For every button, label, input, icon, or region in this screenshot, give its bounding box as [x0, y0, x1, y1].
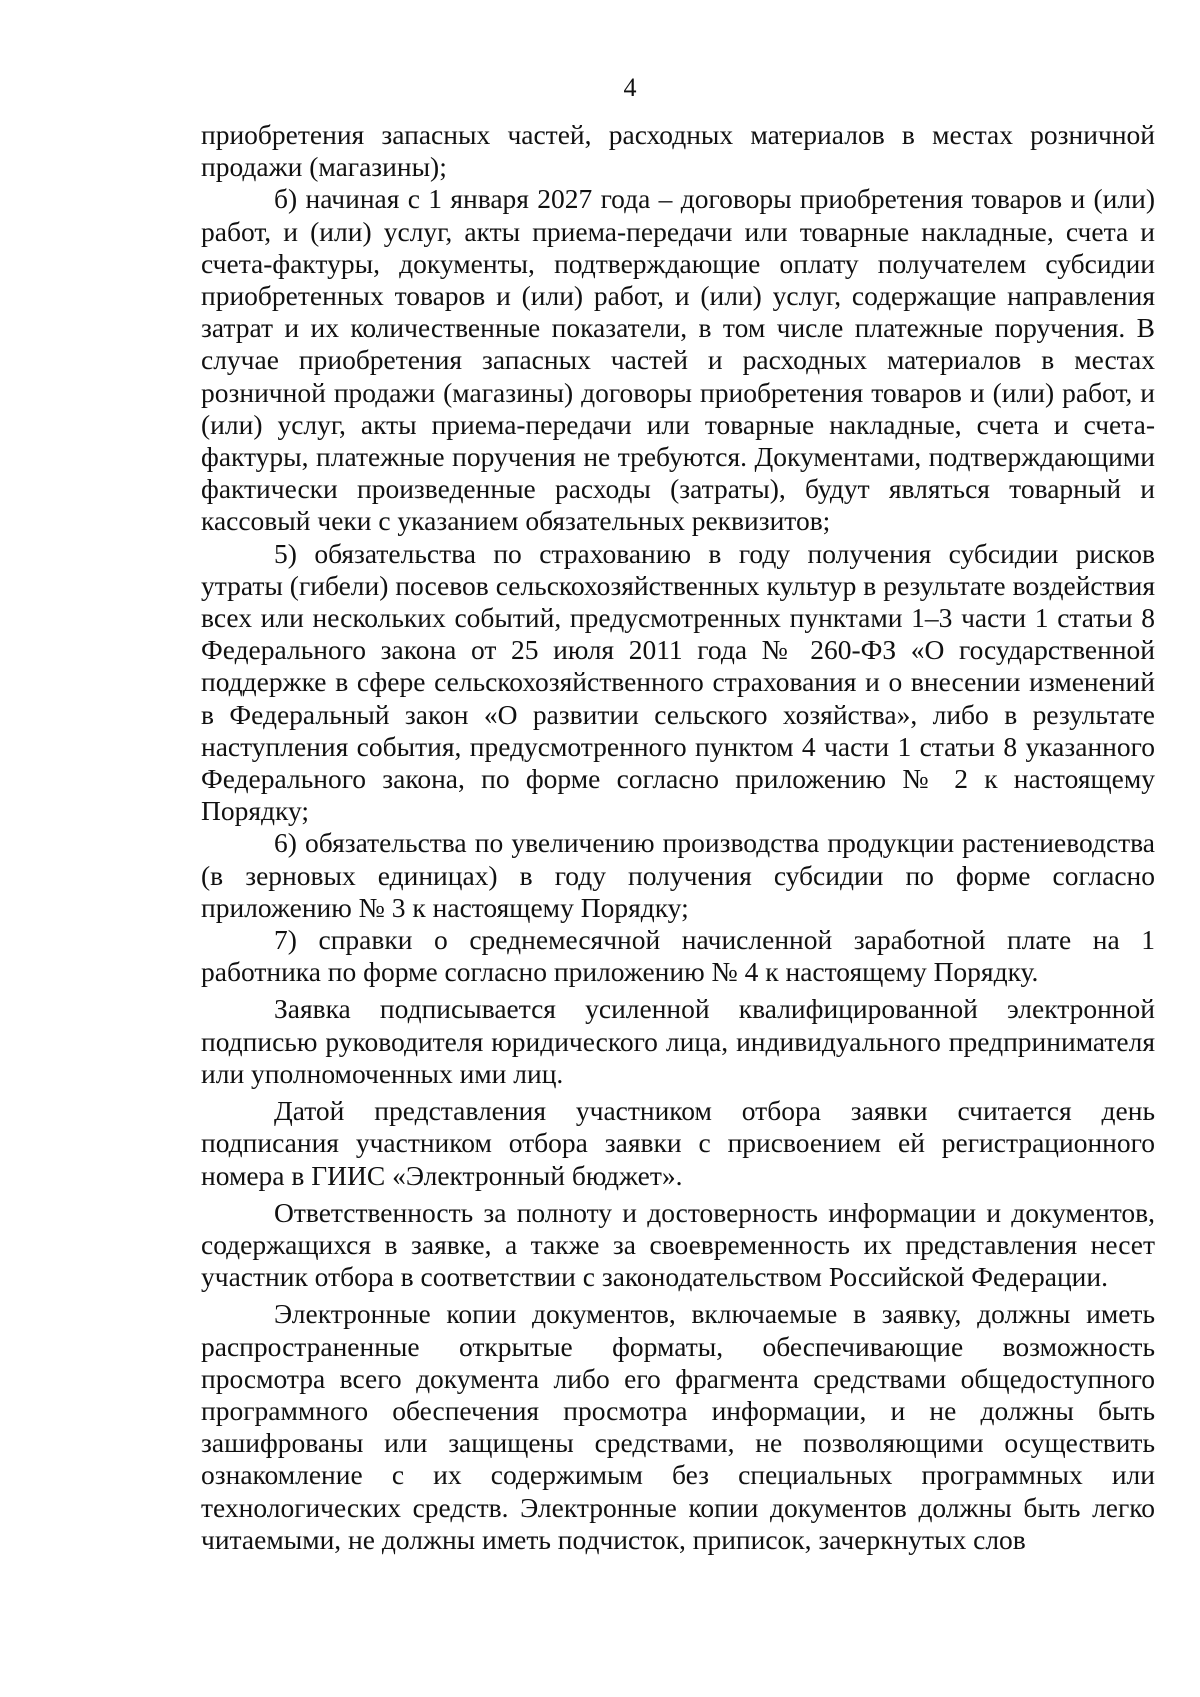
paragraph-continuation: приобретения запасных частей, расходных материалов в местах розничной продажи (магазины);: [201, 119, 1155, 183]
paragraph-electronic-copies: Электронные копии документов, включаемые в заявку, должны иметь распространенные открытые форматы, обеспечивающие возможность просмотра всего документа либо его фрагмента средствами общедоступного программного обеспечения просмотра информации, и не должны быть зашифрованы или защищены средствами, не позволяющими осуществить ознакомление с их содержимым без специальных программных или технологических средств. Электронные копии документов должны быть легко читаемыми, не должны иметь подчисток, приписок, зачеркнутых слов: [201, 1298, 1155, 1555]
paragraph-responsibility: Ответственность за полноту и достоверность информации и документов, содержащихся в заявке, а также за своевременность их представления несет участник отбора в соответствии с законодательством Российской Федерации.: [201, 1196, 1155, 1293]
page-number: 4: [623, 73, 637, 102]
paragraph-item-5: 5) обязательства по страхованию в году получения субсидии рисков утраты (гибели) посевов сельскохозяйственных культур в результате воздействия всех или нескольких событий, предусмотренных пунктами 1–3 части 1 статьи 8 Федерального закона от 25 июля 2011 года № 260-ФЗ «О государственной поддержке в сфере сельскохозяйственного страхования и о внесении изменений в Федеральный закон «О развитии сельского хозяйства», либо в результате наступления события, предусмотренного пунктом 4 части 1 статьи 8 указанного Федерального закона, по форме согласно приложению № 2 к настоящему Порядку;: [201, 537, 1155, 827]
paragraph-signature: Заявка подписывается усиленной квалифицированной электронной подписью руководителя юридического лица, индивидуального предпринимателя или уполномоченных ими лиц.: [201, 993, 1155, 1089]
paragraph-item-b: б) начиная с 1 января 2027 года – договоры приобретения товаров и (или) работ, и (или) услуг, акты приема-передачи или товарные накладные, счета и счета-фактуры, документы, подтверждающие оплату получателем субсидии приобретенных товаров и (или) работ, и (или) услуг, содержащие направления затрат и их количественные показатели, в том числе платежные поручения. В случае приобретения запасных частей и расходных материалов в местах розничной продажи (магазины) договоры приобретения товаров и (или) работ, и (или) услуг, акты приема-передачи или товарные накладные, счета и счета-фактуры, платежные поручения не требуются. Документами, подтверждающими фактически произведенные расходы (затраты), будут являться товарный и кассовый чеки с указанием обязательных реквизитов;: [201, 183, 1155, 537]
paragraph-item-6: 6) обязательства по увеличению производства продукции растениеводства (в зерновых единицах) в году получения субсидии по форме согласно приложению № 3 к настоящему Порядку;: [201, 827, 1155, 923]
paragraph-item-7: 7) справки о среднемесячной начисленной заработной плате на 1 работника по форме согласно приложению № 4 к настоящему Порядку.: [201, 924, 1155, 988]
document-body: [201, 119, 1155, 1556]
paragraph-submission-date: Датой представления участником отбора заявки считается день подписания участником отбора заявки с присвоением ей регистрационного номера в ГИИС «Электронный бюджет».: [201, 1095, 1155, 1191]
